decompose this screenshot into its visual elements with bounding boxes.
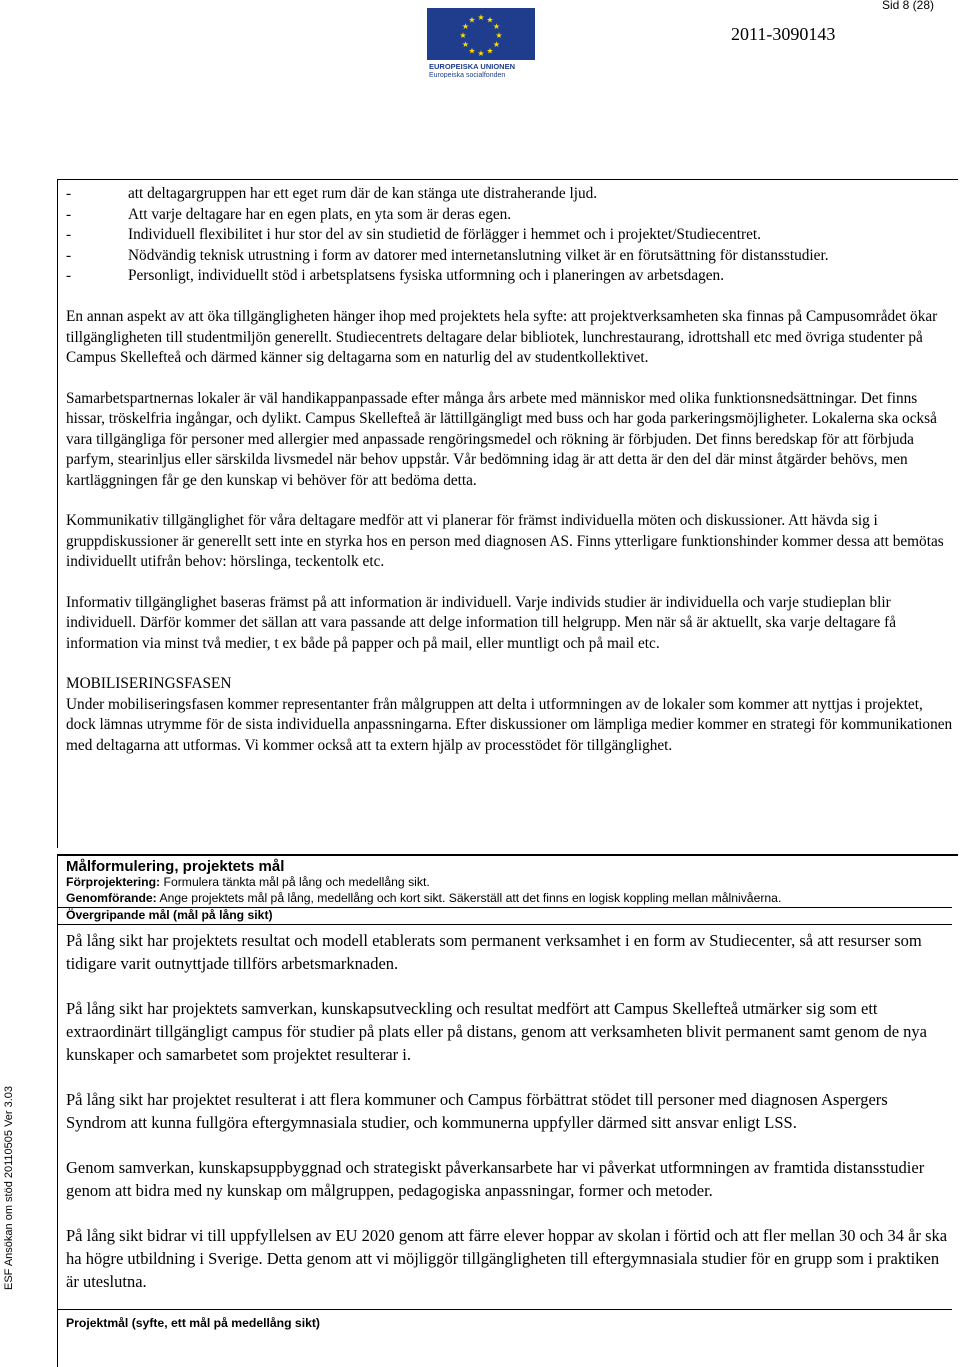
paragraph: Kommunikativ tillgänglighet för våra deltagare medför att vi planerar för främst individuella möten och diskussioner. Att hävda sig i gruppdiskussioner är generellt sett inte en styrka hos en person med diagnosen AS. Finns ytterligare funktionshinder kommer dessa att bemötas individuellt utifrån behov: hörslinga, teckentolk etc.	[66, 512, 944, 570]
svg-text:★: ★	[461, 40, 470, 49]
goal-item: På lång sikt har projektets samverkan, kunskapsutveckling och resultat medfört att Campus Skellefteå utmärker sig som ett extraordinärt tillgängligt campus för studier på plats eller på distans, genom att verksamheten blivit permanent samt genom de nya kunskaper och samarbetet som projektet resulterar i.	[66, 998, 927, 1064]
list-item: - att deltagargruppen har ett eget rum där de kan stänga ute distraherande ljud.	[66, 185, 598, 202]
svg-text:★: ★	[495, 31, 503, 40]
goal-item: På lång sikt har projektets resultat och modell etablerats som permanent verksamhet i en form av Studiecenter, så att resurser som tidigare varit outnyttjade tillförs arbetsmarknaden.	[66, 930, 922, 973]
eu-flag-icon	[427, 8, 535, 78]
paragraph: Samarbetspartnernas lokaler är väl handikappanpassade efter många års arbete med människor med olika funktionsnedsättningar. Det finns hissar, tröskelfria ingångar, och dylikt. Campus Skellefteå är lättillgängligt med buss och har goda parkeringsmöjligheter. Lokalerna ska också vara tillgängliga för personer med allergier med anpassade rengöringsmedel och rökning är förbjuden. Det finns beredskap för att förbjuda parfym, stearinljus eller särskilda livsmedel när behov uppstår. Vår bedömning idag är att detta är den del där minst åtgärder behövs, men kartläggningen får ge den kunskap vi behöver för att bedöma detta.	[66, 389, 937, 489]
goals-list	[57, 924, 952, 1293]
goal-item: Genom samverkan, kunskapsuppbyggnad och strategiskt påverkansarbete har vi påverkat utformningen av framtida distansstudier genom att bidra med ny kunskap om målgruppen, pedagogiska anpassningar, former och metoder.	[66, 1157, 925, 1200]
eu-logo	[427, 8, 535, 78]
projektmal-label: Projektmål (syfte, ett mål på medellång sikt)	[57, 1309, 952, 1332]
list-item: - Nödvändig teknisk utrustning i form av datorer med internetanslutning vilket är en förutsättning för distansstudier.	[66, 246, 829, 264]
paragraph: Informativ tillgänglighet baseras främst på att information är individuell. Varje individs studier är individuella och varje studieplan blir individuell. Därför kommer det sällan att vara passande att delge information till helgrupp. Men när så är aktuellt, ska varje deltagare få information via minst två medier, t ex både på papper och på mail, eller muntligt och på mail etc.	[66, 593, 896, 652]
svg-text:★: ★	[477, 49, 485, 58]
svg-text:★: ★	[492, 22, 501, 31]
page-number: Sid 8 (28)	[881, 0, 934, 12]
side-version-label: ESF Ansökan om stöd 20110505 Ver 3.03	[3, 1085, 15, 1290]
document-reference: 2011-3090143	[731, 24, 836, 44]
paragraph: En annan aspekt av att öka tillgängligheten hänger ihop med projektets hela syfte: att projektverksamheten ska finnas på Campusområdet ökar tillgängligheten till studentmiljön generellt. Studiecentrets deltagare delar bibliotek, lunchrestaurang, idrottshall etc med övriga studenter på Campus Skellefteå och därmed känner sig deltagarna som en naturlig del av studentkollektivet.	[66, 308, 938, 366]
svg-text:★: ★	[486, 15, 494, 25]
requirements-list	[66, 184, 956, 287]
paragraph: Under mobiliseringsfasen kommer representanter från målgruppen att delta i utformningen av de lokaler som kommer att nyttjas i projektet, dock lämnas utrymme för de sista individuella anpassningarna. Efter diskussioner om lämpliga medier kommer en strategi för kommunikationen med deltagarna att utformas. Vi kommer också att ta extern hjälp av processtödet för tillgänglighet.	[66, 695, 953, 754]
list-item: - Individuell flexibilitet i hur stor del av sin studietid de förlägger i hemmet och i projektet/Studiecentret.	[66, 226, 761, 243]
instruction-forprojektering: Förprojektering: Formulera tänkta mål på lång och medellång sikt.	[66, 875, 430, 889]
section-heading: MOBILISERINGSFASEN	[66, 675, 232, 692]
svg-text:★: ★	[461, 22, 470, 31]
svg-text:★: ★	[468, 46, 476, 56]
goals-section	[66, 858, 952, 1331]
section-title: Målformulering, projektets mål	[66, 858, 285, 875]
goal-item: På lång sikt bidrar vi till uppfyllelsen av EU 2020 genom att färre elever hoppar av skolan i förtid och att fler mellan 30 och 34 år ska ha högre utbildning i Sverige. Detta genom att vi möjliggör tillgängligheten till eftergymnasiala studier för en grupp som i praktiken är uteslutna.	[66, 1225, 948, 1291]
svg-text:★: ★	[459, 31, 467, 40]
list-item: - Personligt, individuellt stöd i arbetsplatsens fysiska utformning och i planeringen av arbetsdagen.	[66, 267, 725, 284]
svg-text:★: ★	[486, 46, 494, 56]
svg-text:★: ★	[492, 40, 501, 49]
body-text	[66, 307, 956, 776]
logo-line-2: Europeiska socialfonden	[429, 72, 506, 78]
svg-text:★: ★	[468, 15, 476, 25]
goal-item: På lång sikt har projektet resulterat i att flera kommuner och Campus förbättrat stödet till personer med diagnosen Aspergers Syndrom att kunna fullgöra eftergymnasiala studier, och kommunerna uppfyller därmed sitt ansvar enligt LSS.	[66, 1089, 888, 1132]
svg-text:★: ★	[477, 13, 485, 22]
logo-line-1: EUROPEISKA UNIONEN	[429, 62, 515, 71]
instruction-genomforande: Genomförande: Ange projektets mål på lång, medellång och kort sikt. Säkerställ att det finns en logisk koppling mellan målnivåerna.	[66, 890, 782, 905]
list-item: - Att varje deltagare har en egen plats, en yta som är deras egen.	[66, 205, 512, 223]
subsection-label: Övergripande mål (mål på lång sikt)	[57, 907, 952, 924]
